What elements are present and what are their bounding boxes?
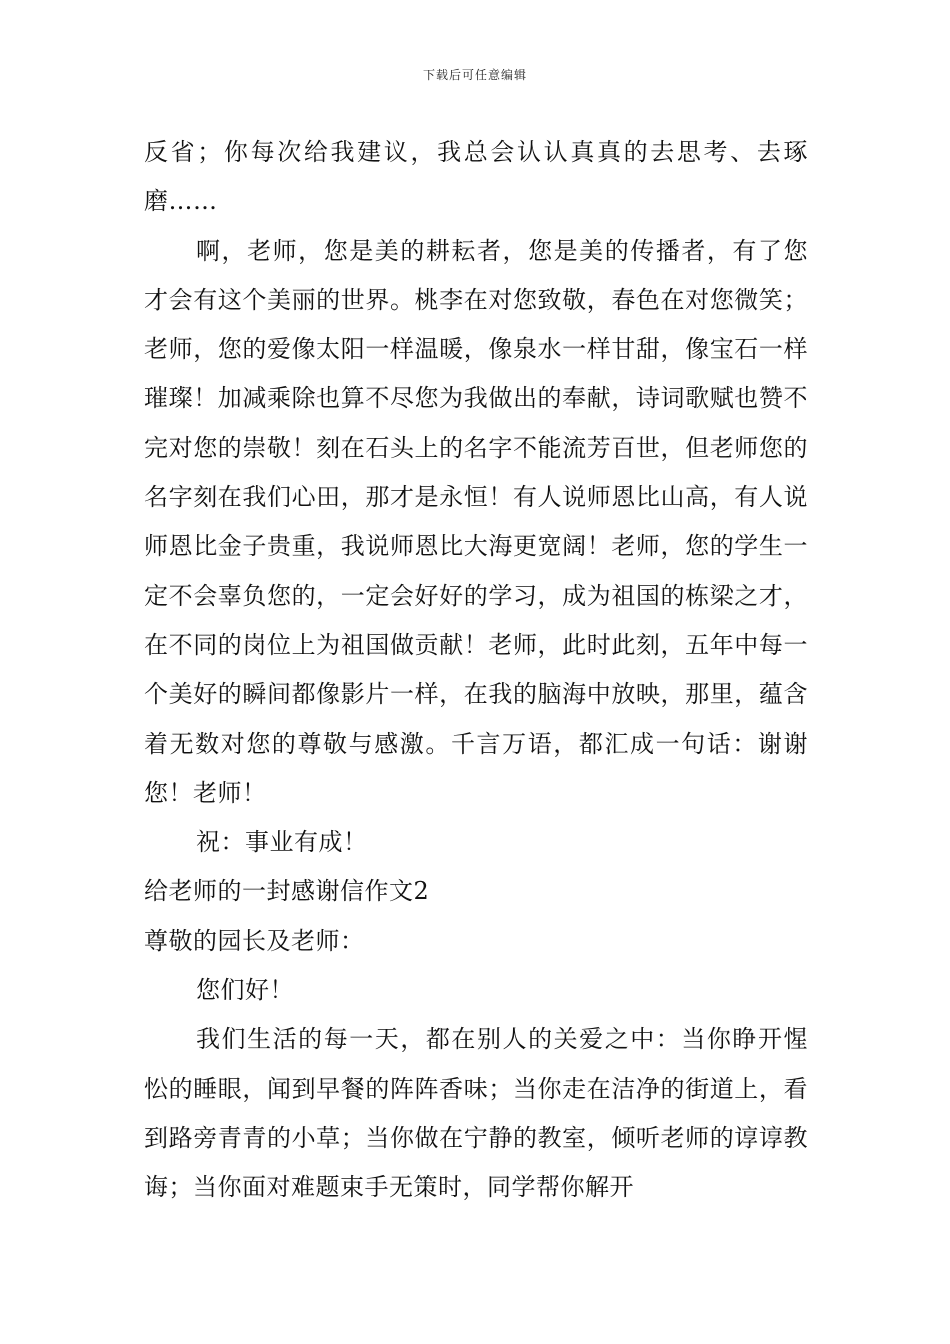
paragraph-praise: 啊，老师，您是美的耕耘者，您是美的传播者，有了您才会有这个美丽的世界。桃李在对您致敬，春色在对您微笑；老师，您的爱像太阳一样温暖，像泉水一样甘甜，像宝石一样璀璨！加减乘除也算不尽您为我做出的奉献，诗词歌赋也赞不完对您的崇敬！刻在石头上的名字不能流芳百世，但老师您的名字刻在我们心田，那才是永恒！有人说师恩比山高，有人说师恩比金子贵重，我说师恩比大海更宽阔！老师，您的学生一定不会辜负您的，一定会好好的学习，成为祖国的栋梁之才，在不同的岗位上为祖国做贡献！老师，此时此刻，五年中每一个美好的瞬间都像影片一样，在我的脑海中放映，那里，蕴含着无数对您的尊敬与感激。千言万语，都汇成一句话：谢谢您！老师！ (144, 236, 808, 807)
paragraph-daily-life: 我们生活的每一天，都在别人的关爱之中：当你睁开惺忪的睡眼，闻到早餐的阵阵香味；当你走在洁净的街道上，看到路旁青青的小草；当你做在宁静的教室，倾听老师的谆谆教诲；当你面对难题束手无策时，同学帮你解开 (144, 1025, 808, 1202)
greeting: 您们好！ (196, 976, 294, 1005)
paragraph-wish: 祝：事业有成！ (196, 828, 368, 857)
document-body (144, 128, 808, 1213)
salutation: 尊敬的园长及老师： (144, 926, 365, 955)
section-title: 给老师的一封感谢信作文2 (144, 877, 430, 906)
paragraph-reflection: 反省；你每次给我建议，我总会认认真真的去思考、去琢磨…… (144, 138, 808, 216)
header-note: 下载后可任意编辑 (422, 68, 527, 82)
